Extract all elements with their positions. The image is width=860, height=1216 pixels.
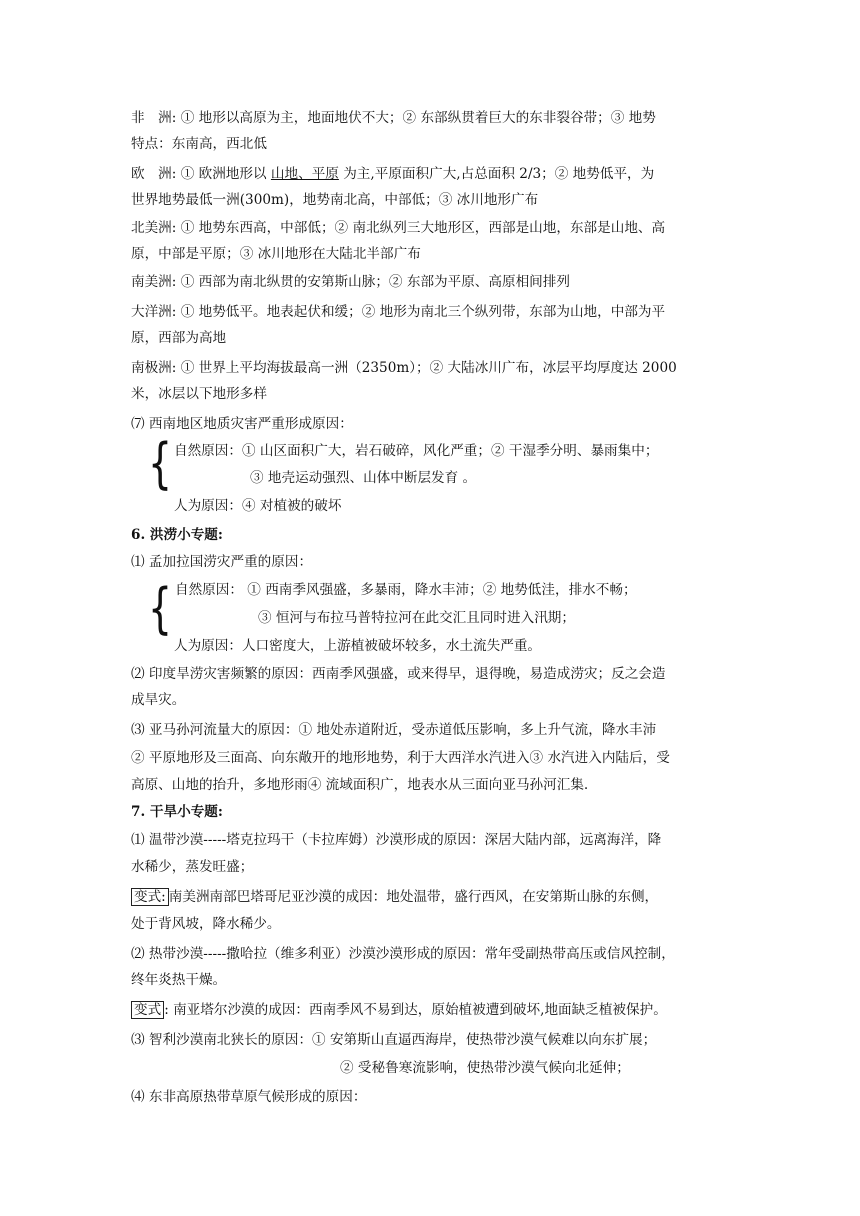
southwest-natural-1: 自然原因：① 山区面积广大，岩石破碎，风化严重；② 干湿季分明、暴雨集中； (174, 443, 659, 459)
oceania-line-2: 原，西部为高地 (131, 330, 227, 346)
drought-q1-line-1: ⑴ 温带沙漠-----塔克拉玛干（卡拉库姆）沙漠形成的原因：深居大陆内部，远离海洋，降 (131, 832, 662, 848)
africa-text: ① 地形以高原为主，地面地伏不大；② 东部纵贯着巨大的东非裂谷带；③ 地势 (180, 110, 656, 126)
europe-line-2: 世界地势最低一洲(300m)，地势南北高，中部低；③ 冰川地形广布 (131, 192, 539, 208)
europe-line-1 (131, 164, 654, 184)
underlined-terms: 山地、平原 (270, 166, 339, 182)
antarctica-text: ① 世界上平均海拔最高一洲（2350m）；② 大陆冰川广布，冰层平均厚度达 2000 (180, 360, 677, 376)
oceania-line-1 (131, 302, 665, 322)
flood-human: 人为原因：人口密度大，上游植被破坏较多，水土流失严重。 (174, 638, 542, 654)
flood-q2-line-2: 成旱灾。 (131, 692, 186, 708)
southwest-human: 人为原因：④ 对植被的破坏 (174, 498, 342, 514)
europe-text-pre: ① 欧洲地形以 (180, 166, 271, 182)
continent-label: 欧 洲: (131, 166, 177, 182)
north-america-line-2: 原，中部是平原；③ 冰川地形在大陆北半部广布 (131, 246, 421, 262)
north-america-text: ① 地势东西高，中部低；② 南北纵列三大地形区，西部是山地，东部是山地、高 (180, 220, 666, 236)
continent-label: 南美洲: (131, 274, 177, 290)
drought-title: 7. 干旱小专题: (131, 804, 223, 820)
continent-label: 大洋洲: (131, 304, 177, 320)
drought-q4: ⑷ 东非高原热带草原气候形成的原因： (131, 1089, 367, 1105)
oceania-text: ① 地势低平。地表起伏和缓；② 地形为南北三个纵列带，东部为山地，中部为平 (180, 304, 666, 320)
africa-line-1 (131, 108, 656, 128)
drought-q3-line-2: ② 受秘鲁寒流影响，使热带沙漠气候向北延伸； (340, 1060, 630, 1076)
variant-label: 变式 (131, 1001, 164, 1019)
flood-natural-2: ③ 恒河与布拉马普特拉河在此交汇且同时进入汛期； (258, 610, 575, 626)
drought-variant-1-line-1 (131, 887, 658, 907)
southwest-natural-2: ③ 地壳运动强烈、山体中断层发育 。 (250, 470, 477, 486)
drought-q3-line-1: ⑶ 智利沙漠南北狭长的原因：① 安第斯山直逼西海岸，使热带沙漠气候难以向东扩展； (131, 1032, 657, 1048)
flood-title: 6. 洪涝小专题: (131, 527, 223, 543)
drought-q2-line-1: ⑵ 热带沙漠-----撒哈拉（维多利亚）沙漠沙漠形成的原因：常年受副热带高压或信风控制， (131, 946, 675, 962)
flood-natural-1: 自然原因： ① 西南季风强盛，多暴雨，降水丰沛；② 地势低洼，排水不畅； (175, 582, 637, 598)
south-america-text: ① 西部为南北纵贯的安第斯山脉；② 东部为平原、高原相间排列 (180, 274, 570, 290)
africa-line-2: 特点：东南高，西北低 (131, 136, 267, 152)
north-america-line-1 (131, 218, 665, 238)
variant-1-text: 南美洲南部巴塔哥尼亚沙漠的成因：地处温带，盛行西风，在安第斯山脉的东侧， (168, 889, 659, 905)
flood-q3-line-1: ⑶ 亚马孙河流量大的原因：① 地处赤道附近，受赤道低压影响，多上升气流，降水丰沛 (131, 722, 657, 738)
drought-q1-line-2: 水稀少，蒸发旺盛； (131, 859, 254, 875)
south-america-line (131, 272, 570, 292)
europe-text-post: 为主,平原面积广大,占总面积 2/3；② 地势低平，为 (338, 166, 655, 182)
drought-variant-2-line (131, 1000, 667, 1020)
flood-q2-line-1: ⑵ 印度旱涝灾害频繁的原因：西南季风强盛，或来得早，退得晚，易造成涝灾；反之会造 (131, 666, 666, 682)
drought-q2-line-2: 终年炎热干燥。 (131, 972, 227, 988)
antarctica-line-1 (131, 358, 677, 378)
brace-icon: { (148, 432, 173, 495)
brace-icon: { (148, 577, 173, 640)
antarctica-line-2: 米，冰层以下地形多样 (131, 386, 267, 402)
variant-2-text: : 南亚塔尔沙漠的成因：西南季风不易到达，原始植被遭到破坏,地面缺乏植被保护。 (164, 1002, 667, 1018)
continent-label: 非 洲: (131, 110, 177, 126)
drought-variant-1-line-2: 处于背风坡，降水稀少。 (131, 916, 281, 932)
southwest-heading: ⑺ 西南地区地质灾害严重形成原因： (131, 416, 353, 432)
flood-q3-line-2: ② 平原地形及三面高、向东敞开的地形地势，利于大西洋水汽进入③ 水汽进入内陆后，受 (131, 750, 670, 766)
flood-q1: ⑴ 孟加拉国涝灾严重的原因： (131, 554, 313, 570)
flood-q3-line-3: 高原、山地的抬升，多地形雨④ 流域面积广，地表水从三面向亚马孙河汇集. (131, 777, 589, 793)
variant-label: 变式: (131, 888, 169, 906)
continent-label: 北美洲: (131, 220, 177, 236)
continent-label: 南极洲: (131, 360, 177, 376)
